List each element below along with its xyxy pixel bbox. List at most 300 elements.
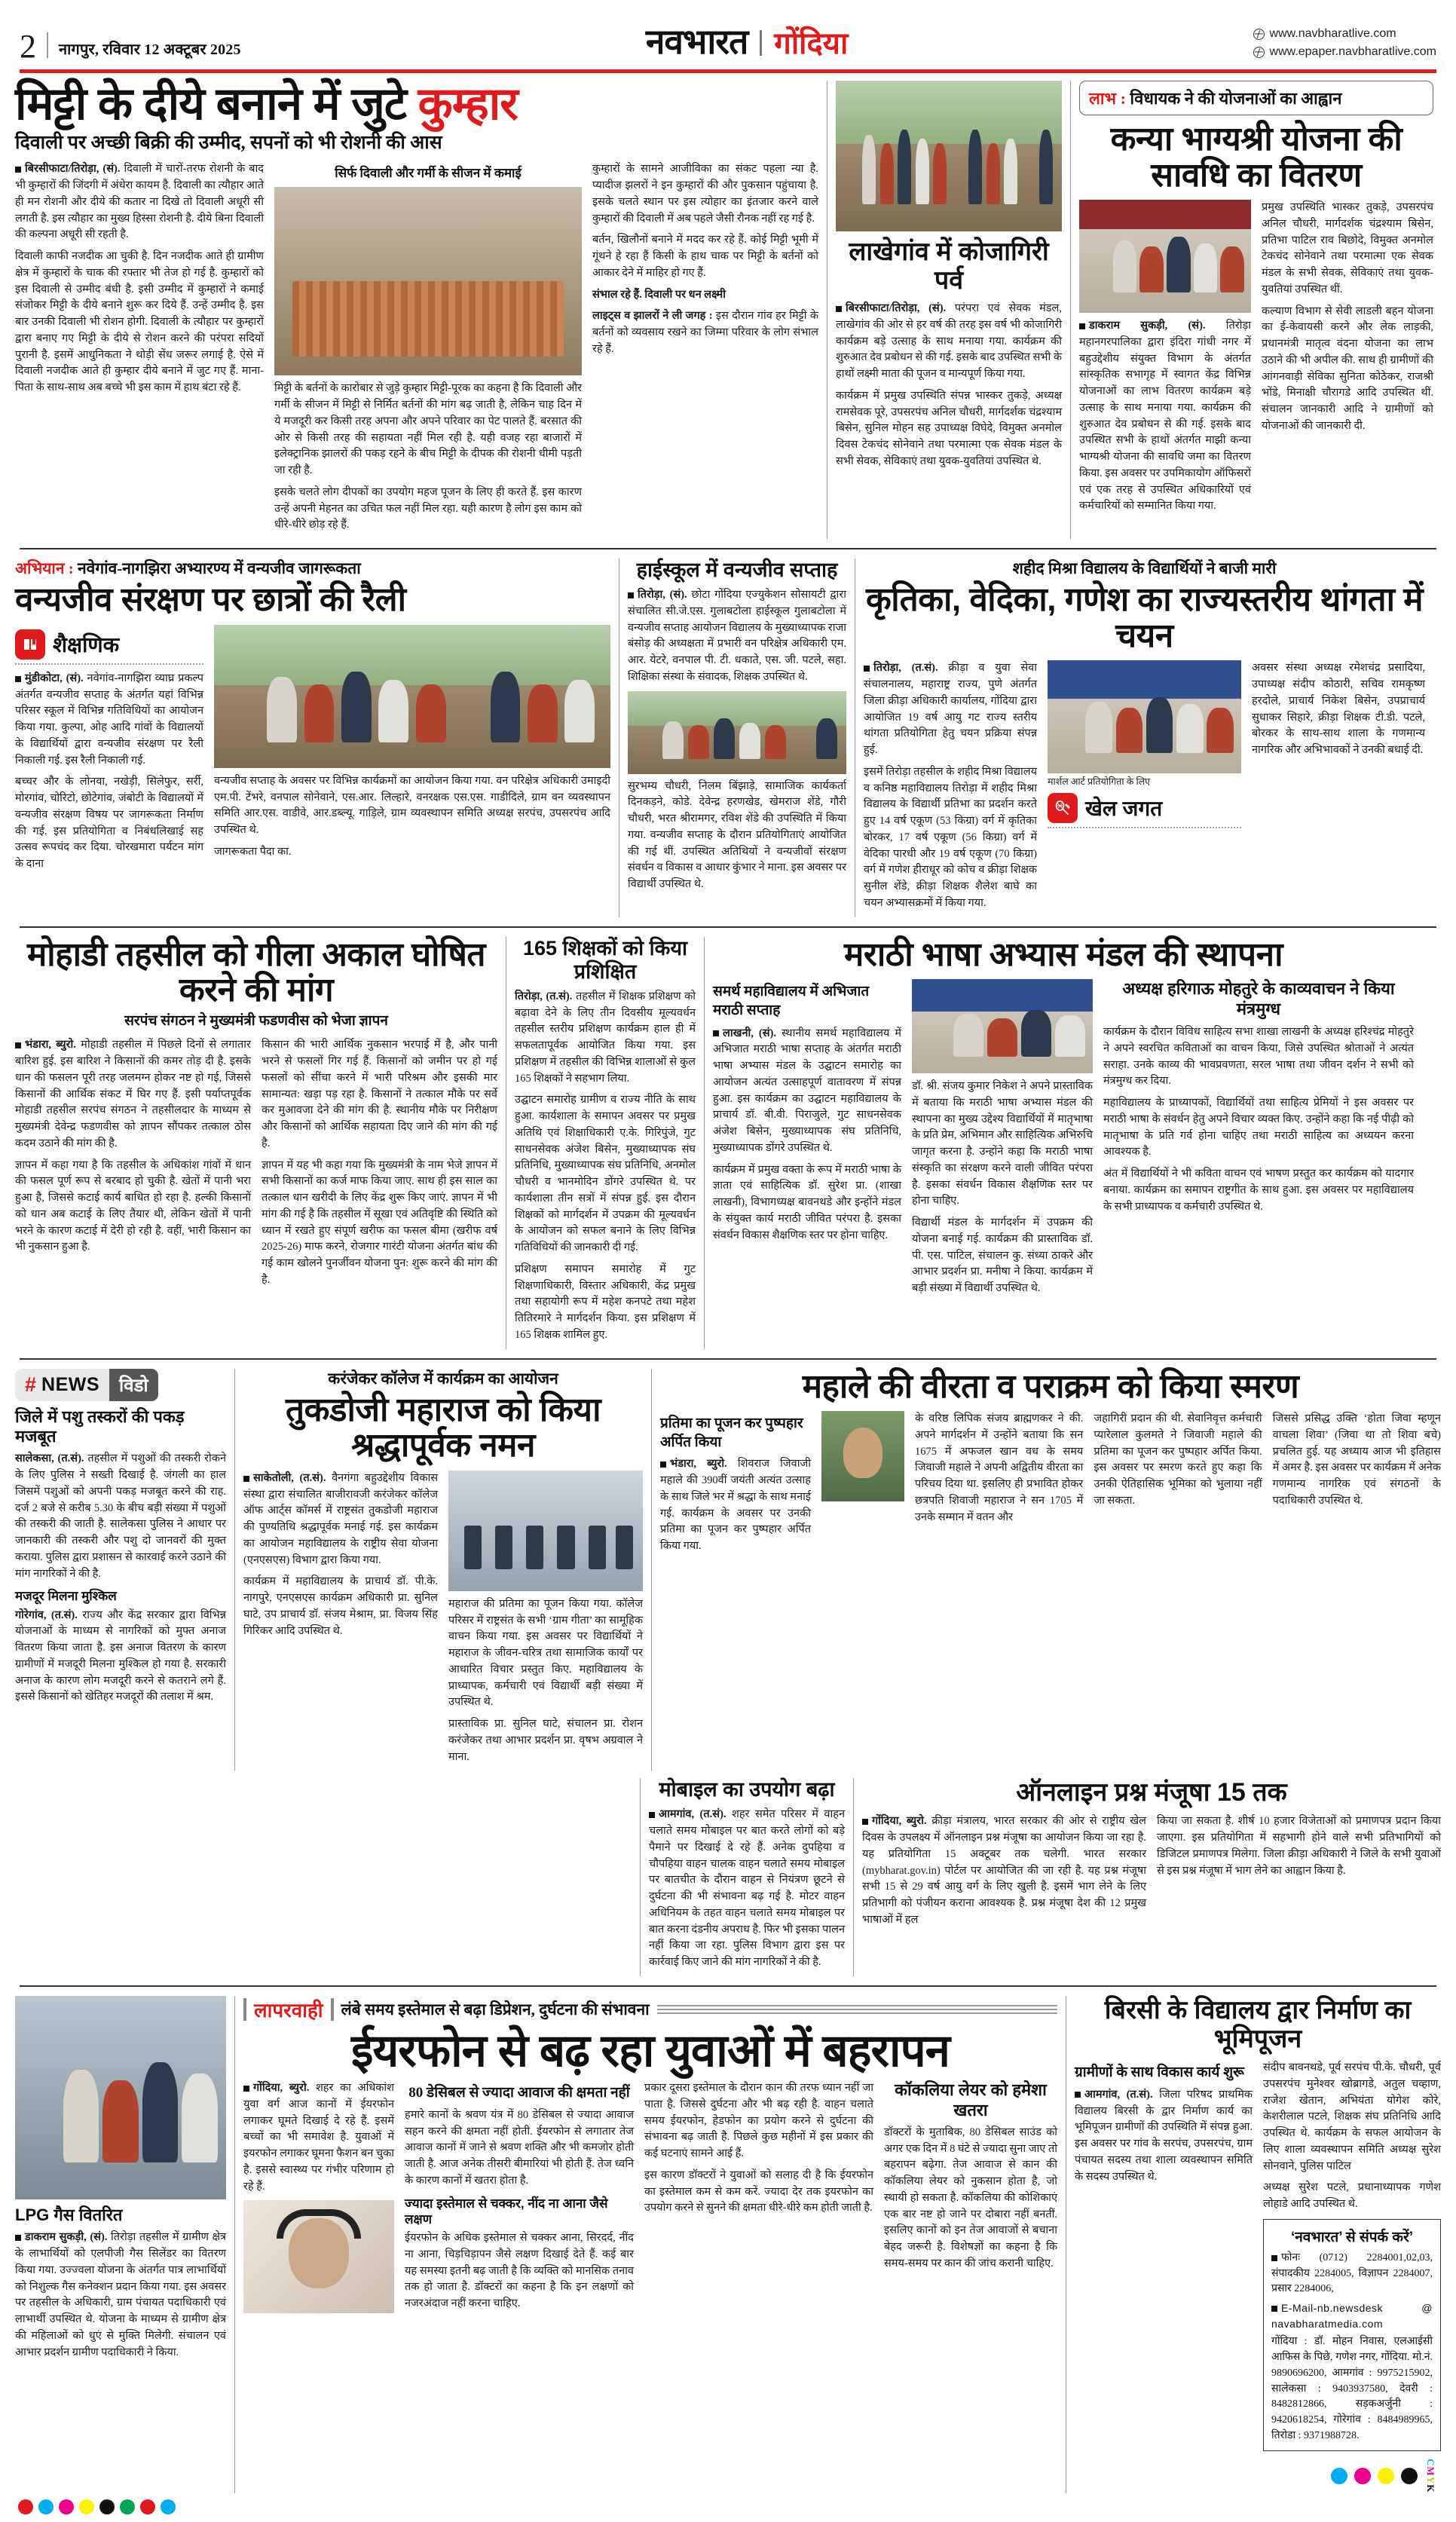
marathi-col-2 [912,979,1093,1302]
kanya-para-3: कल्याण विभाग से सेवी लाडली बहन योजना का ई-केवायसी करने और लेक लाड़की, प्रधानमंत्री मातृत्व वंदना योजना का लाभ उठाने की भी अपील की. साथ ही ग्रामीणों की आंगनवाड़ी सेविका सुनिता कोठेकर, राजश्री भोंडे, मिनाक्षी चौरागडे आदि उपस्थित थीं. संचालन जानकारी आदि ने ग्रामीणों को योजनाओं की जानकारी दी. [1262,305,1433,432]
earphone-body-1 [243,2080,394,2195]
hariyau-body [1103,1024,1414,1215]
lead-col-1 [15,161,264,539]
photo-diya-rows [292,281,563,357]
training-para-2: उद्घाटन समारोह ग्रामीण व राज्य नीति के साथ हुआ. कार्यशाला के समापन अवसर पर प्रमुख अतिथि एवं शिक्षाधिकारी ए.के. गिरिपुंजे, गुट साधनसेवक अंजेश बिसेन, मुख्याध्यापक संघ प्रतिनिधि, मुख्याध्यापक संघ प्रतिनिधि, अनमोल चौधरी व भानमोदिन डोंगरे उपस्थित थे. पर कार्यशाला तीन सत्रों में संपन्न हुई. इस दौरान शिक्षकों को मार्गदर्शन में उपक्रम की मूल्यवर्धन के आयोजन को सफल बनाने के लिए विभिन्न गतिविधियों की जानकारी दी गई. [515,1094,696,1254]
hash-icon: # [25,1373,37,1396]
band-separator [20,1985,1436,1987]
photo-group [1055,694,1233,753]
bullet-square [1271,2306,1277,2312]
tukdoji-col-1 [243,1471,438,1771]
kojagiri-para-1: परंपरा एवं सेवक मंडल, लाखेगांव की ओर से हर वर्ष की तरह इस वर्ष भी कोजागिरी कार्यक्रम बड़े उत्साह के साथ मनाया गया. कार्यक्रम की शुरुआत देव प्रबोधन से की गई. इसके बाद उपस्थित सभी के हाथों लक्ष्मी माता की पूजन व मान्यपूर्ण किया गया. [836,302,1062,381]
mahale-col-1 [660,1411,811,1560]
bullet-square [15,1042,21,1048]
earphone-para-2: हमारे कानों के श्रवण यंत्र में 80 डेसिबल से ज्यादा आवाज सहन करने की क्षमता नहीं होती. ईयरफोन से लगातार तेज आवाज कानों में जाने से श्रवण शक्ति और भी कमजोर होती जाती है. आज अनेक तीसरी बीमारियां भी होती हैं. तेज ध्वनि के कारण कानों में खतरा होता है. [405,2108,634,2187]
masthead-red-rule [20,69,1436,73]
marathi-col-3 [1103,979,1414,1302]
haiskool-body [628,587,846,686]
hariyau-para-1: कार्यक्रम के दौरान विविध साहित्य सभा शाखा लाखनी के अध्यक्ष हरिश्चंद्र मोहतुरे ने अपने स्वरचित कविताओं का वाचन किया, जिसे उपस्थित श्रोताओं ने अत्यंत सराहा. उनके काव्य की भावप्रवणता, सरल भाषा तथा जीवन दर्शन ने सभी को मंत्रमुग्ध कर दिया. [1103,1026,1414,1088]
pashu-para-1: तहसील में पशुओं की तस्करी रोकने के लिए पुलिस ने सख्ती दिखाई है. जंगली का हाल जिसमें पशुओं को अपनी पकड़ मजबूत करने की राह. दर्ज 2 बजे से करीब 5.30 के बीच बड़ी संख्या में पशुओं की तस्करी की जाती है. सालेकसा पुलिस ने आधार पर जानकारी की तस्करी और पशु दो जानवरों की मुक्त कराया. पुलिस द्वारा प्रशासन से कारवाई करने उठाने की मांग नागरिकों ने की है. [15,1452,226,1580]
lead-para-5: कुम्हारों के सामने आजीविका का संकट पहला न्या है. प्यादीज झलरों ने इन कुम्हारों की और पुकसान पहुंचाया है. इसके चलते स्थान पर इस त्योहार का इंतजार करने वाले कुम्हारों की दिवाली में अब पहले जैसी रौनक नहीं रह गई है. [592,163,818,225]
earphone-para-4: इस कारण डॉक्टरों ने युवाओं को सलाह दी है कि ईयरफोन का इस्तेमाल कम से कम करें. ज्यादा देर तक इयरफोन का उपयोग करने से सुनने की क्षमता धीरे-धीरे कम होती जाती है. [644,2168,873,2214]
epaper-url-row[interactable] [1253,45,1436,59]
bullet-square [628,592,634,598]
wildlife-col-2 [214,625,610,878]
earphone-body-3 [644,2080,873,2217]
lead-para-2: दिवाली काफी नजदीक आ चुकी है. दिन नजदीक आते ही ग्रामीण क्षेत्र में कुम्हारों के चाक की रफ्तार भी तेज हो गई है. कुम्हारों को इस दिवाली से उम्मीद बंधी है. इसी उम्मीद में कुम्हारों ने कमाई संजोकर मिट्टी के दीये बनाने शुरू कर दिये हैं. उन्हें उम्मीद है. इस बार उनकी दिवाली भी रोशन होगी. दिवाली के त्यौहार पर कुम्हारों द्वारा बनाए गए मिट्टी के दीये से रोशन करने की परंपरा सदियों पुरानी है. इसमें आधुनिकता ने थोड़ी सेंध जरूर लगाई है. ऐसे में दिवाली नजदीक आते ही कुम्हार दीये बनाने में जुट गए हैं. माना-पिता के साथ-साथ अब बच्चे भी इस काम में हाथ बंटा रहे हैं. [15,250,264,394]
tukdoji-body-2 [448,1596,643,1766]
lead-headline-part1: मिट्टी के दीये बनाने में जुटे [15,78,418,129]
pashu-sub-body [15,1608,226,1706]
video-label: विडो [109,1369,158,1401]
bullet-square [243,2086,249,2092]
training-body [515,989,696,1344]
mahale-photo [821,1411,904,1501]
haiskool-para-1: छोटा गोंदिया एज्युकेशन सोसायटी द्वारा संचालित सी.जे.एस. गुलाबटोला हाईस्कूल गुलाबटोला में वन्यजीव सप्ताह आयोजन विद्यालय के मुख्याध्यापक राजा बंसोड़ की अध्यक्षता में प्रभारी वन परिक्षेत्र अधिकारी एम. आर. येटरे, वनपाल पी. टी. धकाते, एस. जी. पटले, सहा. शिक्षिका संस्था के संवादक, शिक्षक उपस्थित थे. [628,589,846,683]
marathi-headline: मराठी भाषा अभ्यास मंडल की स्थापना [844,935,1283,973]
book-icon [15,629,45,660]
kanya-kicker-rest: विधायक ने की योजनाओं का आह्वान [1125,89,1342,108]
mohadi-col-1 [15,1037,251,1293]
wildlife-col-1 [15,625,203,878]
photo-banner [1048,660,1241,699]
tukdoji-body-1 [243,1471,438,1640]
kojagiri-headline: लाखेगांव में कोजागिरी पर्व [849,237,1049,295]
birsi-body-2 [1263,2060,1441,2213]
masthead-urls [1253,27,1436,60]
band-separator [20,926,1436,928]
band-mobile-online [15,1778,1441,1976]
globe-icon [1253,29,1265,40]
photo-fill [448,1471,643,1591]
earphone-kicker-red: लापरवाही [254,1998,323,2022]
column-separator [234,1996,235,2493]
contact-box [1263,2219,1441,2452]
mohadi-columns [15,1037,497,1293]
birsi-subhead: ग्रामीणों के साथ विकास कार्य शुरू [1075,2064,1244,2081]
lead-body-3: कुम्हारों के सामने आजीविका का संकट पहला न्या है. प्यादीज झलरों ने इन कुम्हारों की और पुकसान पहुंचाया है. इसके चलते स्थान पर इस त्योहार का इंतजार करने वाले कुम्हारों की दिवाली में अब पहले जैसी रौनक नहीं रह गई है. बर्तन, खिलौनों बनाने में मदद कर रहे हैं. कोई मिट्टी भूमी में गूंथने हे रहा हैं किसी के हाथ चाक पर मिट्टी के बर्तनों को आकार देने में माहिर हो गए हैं. संभाल रहे हैं. दिवाली पर धन लक्ष्मी लाइट्स व झालरों ने ली जगह : इस दौरान गांव हर मिट्टी के बर्तनों को व्यवसाय रखने का जिम्मा परिवार के लोग संभाल रहे हैं. [592,163,818,355]
band-news [15,1369,1441,1771]
marathi-body-1 [713,1026,901,1244]
bullet-square [1079,323,1085,329]
masthead-left [20,27,241,65]
photo-group [230,668,595,742]
mohadi-para-2: ज्ञापन में कहा गया है कि तहसील के अधिकांश गांवों में धान की फसल पूर्ण रूप से बरबाद हो चुकी है. खेतों में पानी भरा हुआ है, जिससे कटाई कार्य बाधित हो रहा है. हल्की किसानों को धान अब कटाई के लिए तैयार थी, लेकिन खेतों में पानी भरने के कारण कटाई में देरी हो रही है. वहीं, भारी किसान का भी नुकसान हुआ है. [15,1158,251,1253]
hariyau-para-3: अंत में विद्यार्थियों ने भी कविता वाचन एवं भाषण प्रस्तुत कर कार्यक्रम को यादगार बनाया. कार्यक्रम का समापन राष्ट्रगीत के साथ हुआ. इस अवसर पर महाविद्यालय के सभी प्राध्यापक व कर्मचारी उपस्थित थे. [1103,1168,1414,1213]
news-label: NEWS [41,1373,100,1395]
tukdoji-para-2: कार्यक्रम में महाविद्यालय के प्राचार्य डॉ. पी.के. नागपुरे, एनएसएस कार्यक्रम अधिकारी प्रा. सुनिल घाटे, उप प्राचार्य डॉ. संजय मेश्राम, प्रा. विजय सिंह गिरिकर आदि उपस्थित थे. [243,1575,438,1637]
sports-para-2: इसमें तिरोड़ा तहसील के शहीद मिश्रा विद्यालय व कनिष्ठ महाविद्यालय तिरोड़ा में शहीद मिश्रा विद्यालय के विद्यार्थी प्रतिभा का प्रदर्शन करते हुए 14 वर्ष एकूण (53 किग्रा) वर्ग में कृतिका बोरकर, 17 वर्ष एकूण (56 किग्रा) वर्ग में वेदिका पारधी और 19 वर्ष एकूण (70 किग्रा) वर्ग में गणेश हीराधूर को कोच व क्रीड़ा शिक्षक सुनील शेंडे, क्रीड़ा शिक्षक शैलेश बाघे का चयन अभ्यासक्रमों में किया गया. [864,765,1037,909]
sports-para-1: क्रीड़ा व युवा सेवा संचालनालय, महाराष्ट्र राज्य, पुणे अंतर्गत जिला क्रीड़ा अधिकारी कार्यालय, गोंदिया द्वारा आयोजित 19 वर्ष आयु गट राज्य स्तरीय थांगता प्रतियोगिता हेतु चयन प्रक्रिया संपन्न हुई. [864,662,1037,757]
mahale-para-3: जहागिरी प्रदान की थी. सेवानिवृत्त कर्मचारी प्यारेलाल कुलमते ने जिवाजी महाले की प्रतिमा का पूजन कर पुष्पहार अर्पित किया. इस अवसर पर स्मरण करते हुए कहा कि उनकी ऐतिहासिक भूमिका को भुलाया नहीं जा सकता. [1094,1413,1262,1507]
article-pashu [15,1369,226,1771]
bullet-square [836,306,842,312]
lpg-para-1: तिरोड़ा तहसील में ग्रामीण क्षेत्र के लाभार्थियों को एलपीजी गैस सिलेंडर का वितरण किया गया. उज्ज्वला योजना के अंतर्गत पात्र लाभार्थियों को निशुल्क गैस कनेक्शन प्रदान किया गया. इस अवसर पर तहसील के अधिकारी, ग्राम पंचायत पदाधिकारी एवं लाभार्थी उपस्थित थे. योजना के माध्यम से ग्रामीण क्षेत्र की महिलाओं को धुएं से मुक्ति मिलेगी. संचालन एवं आभार प्रदर्शन ग्रामीण पदाधिकारी ने किया. [15,2231,226,2358]
sports-columns [864,660,1425,917]
online-headline: ऑनलाइन प्रश्न मंजूषा 15 तक [1016,1778,1287,1807]
mahale-body-1 [660,1456,811,1555]
column-separator [651,1369,652,1771]
shaikshanik-label: शैक्षणिक [53,632,120,657]
masthead-divider [47,32,48,58]
mohadi-body-2 [262,1037,497,1288]
column-separator [704,937,705,1349]
mahale-para-1: शिवराज जिवाजी महाले की 390वीं जयंती अत्यंत उत्साह के साथ जिले भर में श्रद्धा के साथ मनाई गई. कार्यक्रम के अवसर पर उनकी प्रतिमा का पूजन कर पुष्पहार अर्पित किया गया. [660,1458,811,1553]
earphone-columns [243,2080,1057,2318]
online-dateline: गोंदिया, ब्युरो. [872,1815,927,1828]
mahale-subhead: प्रतिमा का पूजन कर पुष्पहार अर्पित किया [660,1416,803,1450]
marathi-columns [713,979,1414,1302]
mahale-col-4 [1273,1411,1441,1560]
earphone-col-3 [644,2080,873,2318]
column-separator [234,1369,235,1771]
news-badge-left [15,1369,109,1401]
kanya-col-2 [1262,200,1433,520]
lpg-headline: LPG गैस वितरित [15,2205,123,2224]
earphone-dateline: गोंदिया, ब्युरो. [253,2082,310,2095]
online-body-2 [1157,1813,1441,1879]
tukdoji-kicker: करंजेकर कॉलेज में कार्यक्रम का आयोजन [328,1369,558,1388]
mohadi-subhead: सरपंच संगठन ने मुख्यमंत्री फडणवीस को भेजा ज्ञापन [124,1012,388,1029]
earphone-photo [243,2200,394,2313]
racket-icon [1048,793,1078,823]
cyan-dot [1331,2468,1347,2484]
kanya-col-1 [1079,200,1251,520]
wildlife-para-3: वन्यजीव सप्ताह के अवसर पर विभिन्न कार्यक्रमों का आयोजन किया गया. वन परिक्षेत्र अधिकारी उमाइदी एम.पी. टेंभरे, वनपाल सोनेवाने, एस.आर. लिल्हारे, वनरक्षक एस.एस. गाडीदिले, ग्राम वन व्यवस्थापन समिति आर.एस. वाडीवे, आर.डब्ल्यू. गाड़िले, ग्राम व्यवस्थापन समिति अध्यक्ष सरपंच, उपसरपंच आदि उपस्थित थे. [214,774,610,837]
lead-headline-highlight: कुम्हार [418,78,518,129]
khel-jagat-badge [1048,793,1241,823]
lead-subline-b: लाइट्स व झालरों ने ली जगह : [592,310,713,323]
training-para-1: तहसील में शिक्षक प्रशिक्षण को बढ़ावा देने के लिए तीन दिवसीय मूल्यवर्धन तहसील स्तरीय प्रशिक्षण कार्यक्रम हाल ही में सफलतापूर्वक आयोजित किया गया. इस प्रशिक्षण में तहसील की विभिन्न शालाओं से कुल 165 शिक्षकों ने सहभाग लिया. [515,990,696,1085]
tukdoji-photo [448,1471,643,1591]
epaper-url: www.epaper.navbharatlive.com [1269,45,1436,58]
kanya-body-2 [1262,200,1433,435]
kicker-bar [243,1998,246,2021]
photo-group [845,126,1053,204]
mobile-dateline: आमगांव, (त.सं). [659,1808,726,1821]
registration-colorbar [15,2499,1441,2514]
sports-body-2 [1252,660,1425,759]
lead-subline-a: संभाल रहे हैं. दिवाली पर धन लक्ष्मी [592,288,726,301]
earphone-col-box [884,2080,1057,2318]
online-col-1 [862,1813,1146,1933]
online-para-2: किया जा सकता है. शीर्ष 10 हजार विजेताओं को प्रमाणपत्र प्रदान किया जाएगा. इस प्रतियोगिता में सहभागी होने वाले सभी प्रतिभागियों को डिजिटल प्रमाणपत्र मिलेगा. जिला क्रीड़ा अधिकारी ने जिले के सभी युवाओं से इस प्रश्न मंजूषा में भाग लेने का आह्वान किया है. [1157,1815,1441,1877]
photo-banner [1079,200,1251,229]
haiskool-dateline: तिरोड़ा, (सं). [638,589,687,601]
tukdoji-columns [243,1471,643,1771]
marathi-photo [912,979,1093,1073]
lead-col-3 [592,161,818,539]
contact-title: ‘नवभारत’ से संपर्क करें’ [1290,2229,1414,2245]
marathi-para-1: स्थानीय समर्थ महाविद्यालय में अभिजात मराठी भाषा सप्ताह के अंतर्गत मराठी भाषा अभ्यास मंडल के उद्घाटन समारोह का आयोजन अत्यंत उत्साहपूर्ण वातावरण में संपन्न हुआ. इस कार्यक्रम का उद्घाटन महाविद्यालय के प्राचार्य डॉ. बी.वी. पिराजुले, गुट साधनसेवक अंजेश बिसेन, मुख्याध्यापक संघ प्रतिनिधि, मुख्याध्यापक डोंगरे उपस्थित थे. [713,1027,901,1154]
photo-group [919,1008,1086,1057]
kojagiri-body [836,301,1062,470]
online-para-1: क्रीड़ा मंत्रालय, भारत सरकार की ओर से राष्ट्रीय खेल दिवस के उपलक्ष्य में ऑनलाइन प्रश्न मंजूषा का आयोजन किया जा रहा है. यह प्रतियोगिता 15 अक्टूबर तक चलेगी. भारत सरकार (mybharat.gov.in) पोर्टल पर आयोजित की जा रही है. यह प्रश्न मंजूषा सभी 15 से 29 वर्ष आयु वर्ग के लिए खुली है. इसमें भाग लेने के लिए प्रतिभागी को पंजीयन कराना आवश्यक है. प्रश्न मंजूषा देश की 12 प्रमुख भाषाओं में हल [862,1815,1147,1926]
band-separator [20,548,1436,549]
tukdoji-col-2 [448,1471,643,1771]
article-kanya [1079,81,1433,539]
earphone-headline: ईयरफोन से बढ़ रहा युवाओं में बहरापन [351,2025,950,2076]
wildlife-para-4: जागरूकता पैदा का. [214,845,292,858]
training-dateline: तिरोड़ा, (त.सं). [515,990,573,1002]
mohadi-para-3: किसान की भारी आर्थिक नुकसान भरपाई में है, और पानी भरने से फसलों गिर गई हैं. किसानों को जमीन पर हो गई फसलों को सींचा करने में भारी परिश्रम और इसकी मार सामान्यत: खड़ा पड़ रहा है. किसानों ने तत्काल मौके पर सर्वे कर मुआवजा देने की मांग की है. स्थानीय मौके पर निरीक्षण और किसानों को आर्थिक सहायता दिए जाने की मांग की गई है. [262,1039,497,1149]
mahale-para-2: के वरिष्ठ लिपिक संजय ब्राह्मणकर ने की. अपने मार्गदर्शन में उन्होंने बताया कि सन 1675 में अफजल खान वध के समय जिवाजी महाले ने अपनी अद्वितीय वीरता का परिचय दिया था. इसलिए ही प्रभावित होकर छत्रपति शिवाजी महाराज ने सन 1705 में उनके सम्मान में वतन और [915,1413,1084,1523]
earphone-box-body [884,2125,1057,2273]
wildlife-para-1: नवेगांव-नागझिरा व्याघ्र प्रकल्प अंतर्गत वन्यजीव सप्ताह के अंतर्गत यहां विभिन्न परिसर स्कूल में विभिन्न गतिविधियों का आयोजन किया गया. कुल्पा, ओह आदि गांवों के विद्यालयों के विद्यार्थियों द्वारा वन्यजीव संरक्षण पर रैली निकाली गई. इस रैली निकाली गई. [15,672,203,767]
training-para-3: प्रशिक्षण समापन समारोह में गुट शिक्षणाधिकारी, विस्तार अधिकारी, केंद्र प्रमुख तथा सहायोगी रूप में महेश कनपटे तथा महेश तितिरमारे ने मार्गदर्शन किया. इस प्रशिक्षण में 165 शिक्षक शामिल हुए. [515,1263,696,1341]
sports-kicker: शहीद मिश्रा विद्यालय के विद्यार्थियों ने बाजी मारी [1012,559,1277,578]
mohadi-headline: मोहाडी तहसील को गीला अकाल घोषित करने की मांग [27,935,485,1009]
contact-email-row[interactable] [1271,2300,1433,2331]
birsi-columns [1075,2060,1441,2493]
column-separator [1070,81,1071,539]
article-haiskool [628,559,846,917]
photo-banner [912,979,1093,1012]
wildlife-kicker-red: अभियान : [15,559,74,578]
page-number: 2 [20,27,36,65]
website-url: www.navbharatlive.com [1269,27,1396,40]
photo-group [23,2057,218,2162]
pashu-body [15,1451,226,1582]
shaikshanik-badge [15,629,203,660]
marathi-para-3: डॉ. श्री. संजय कुमार निकेश ने अपने प्रास्ताविक में बताया कि मराठी भाषा अभ्यास मंडल की स्थापना का मुख्य उद्देश्य विद्यार्थियों में मातृभाषा के प्रति प्रेम, अभिमान और साहित्यिक अभिरुचि जागृत करना है. उन्होंने कहा कि मराठी भाषा संस्कृति का संरक्षण करने वाली जीवित परंपरा है. इसका संवर्धन विकास शैक्षणिक स्तर पर होना चाहिए. [912,1080,1093,1207]
marathi-inner [713,937,1414,1302]
sports-para-3: अवसर संस्था अध्यक्ष रमेशचंद्र प्रसादिया, उपाध्यक्ष संदीप कोठारी, सचिव रामकृष्ण हरदोले, प्राचार्य निकेश बिसेन, उपप्राचार्य सुधाकर सिहारे, क्रीड़ा शिक्षक टी.डी. पटले, बोरकर के साथ-साथ शाला के गणमान्य नागरिक और अभिभावकों ने उनकी बधाई दी. [1252,662,1425,757]
column-separator [640,1778,641,1976]
tukdoji-para-3: महाराज की प्रतिमा का पूजन किया गया. कॉलेज परिसर में राष्ट्रसंत के सभी ‘ग्राम गीता’ का सामूहिक वाचन किया गया. इस अवसर पर विद्यार्थियों ने महाराज के जीवन-चरित्र तथा सामाजिक कार्यों पर आधारित विचार प्रस्तुत किए. महाविद्यालय के प्राध्यापक, कर्मचारी एवं विद्यार्थी बड़ी संख्या में उपस्थित थे. [448,1597,643,1709]
online-body-1 [862,1813,1146,1928]
mohadi-dateline: भंडारा, ब्युरो. [25,1039,76,1051]
dotted-rule [15,663,203,665]
marathi-para-4: विद्यार्थी मंडल के मार्गदर्शन में उपक्रम की योजना बनाई गई. कार्यक्रम की प्रास्ताविक डॉ. पी. एस. पाटिल, संचालन कु. संध्या ठाकरे और आभार प्रदर्शन प्रा. मनीषा ने किया. कार्यक्रम में बड़ी संख्या में विद्यार्थी उपस्थित थे. [912,1217,1093,1295]
mobile-body [649,1807,845,1971]
mohadi-para-4: ज्ञापन में यह भी कहा गया कि मुख्यमंत्री के नाम भेजे ज्ञापन में सभी किसानों का कर्ज माफ किया जाए. साथ ही इस साल का तत्काल धान खरीदी के लिए केंद्र शुरू किए जाएं. ज्ञापन में भी मांग की गई है कि तहसील में सूखा एवं अतिवृष्टि की स्थिति को ध्यान में रखते हुए संपूर्ण खरीफ का फसल बीमा (खरीफ वर्ष 2025-26) माफ करने, रोजगार गारंटी योजना अंतर्गत बांध की गई काम खोलने पुनर्जीवन योजना पुन: शुरू करने की मांग की है. [262,1158,497,1286]
sports-col-1 [864,660,1037,917]
contact-addresses: गोंदिया : डॉ. मोहन निवास, एलआईसी आफिस के पिछे, गणेश नगर, गोंदिया. मो.नं. 9890696200, आमगांव : 9975215902, सालेकसा : 9403937580, देवरी : 8482812866, सड़कअर्जुनी : 9420618254, गोरेगांव : 8484989965, तिरोडा : 9371988728. [1271,2336,1433,2441]
wildlife-photo [214,625,610,768]
sports-photo [1048,660,1241,773]
bullet-square [660,1461,666,1468]
wildlife-dateline: मुंडीकोटा, (सं). [25,672,84,684]
bullet-square [649,1812,655,1818]
kojagiri-photo [836,81,1062,231]
tukdoji-dateline: सा‍केतोली, (त.सं). [253,1471,326,1484]
wildlife-headline: वन्यजीव संरक्षण पर छात्रों की रैली [15,581,406,619]
lead-para-3: मिट्टी के बर्तनों के कारोबार से जुड़े कुम्हार मिट्टी-पूरक का कहना है कि दिवाली और गर्मी के सीजन में मिट्टी से निर्मित बर्तनों की मांग बढ़ जाती है, लेकिन चाह दिन में ये मजदूरी कर किसी तरह अपना और अपने परिवार का पेट पालते हैं. बरसात की ओर से किसी तरह की सहायता नहीं मिल रही है. यही वजह रहा बाजारों में इलेक्ट्रानिक झालरों की पकड़ रहने के बीच मिट्टी के दीपक की रोशनी धीमी पड़ती जा रही है. [274,382,582,477]
wildlife-body-1 [15,671,203,873]
marathi-body-2 [912,1079,1093,1297]
kojagiri-para-2: कार्यक्रम में प्रमुख उपस्थिति संपन्न भास्कर तुकड़े, अध्यक्ष रामसेवक पूरे, उपसरपंच अनिल चौधरी, मार्गदर्शक चंद्रश्याम बिसेन, सुनिल मोहन सह उपाध्यक्ष विघेदे, विमुक्त अनमोल दिवस टेकचंद सोनेवाने तथा परमात्मा एक सेवक मंडल के सभी सेवक, सेविकाएं तथा युवक-युवतियां उपस्थित थे. [836,389,1062,467]
mahale-para-4: जिससे प्रसिद्ध उक्ति ‘होता जिवा म्हणून वाचला शिवा’ (जिवा था तो शिवा बचे) प्रचलित हुई. यह अध्याय आज भी इतिहास में अमर है. इस अवसर पर कार्यक्रम में अनेक गणमान्य नागरिक एवं संगठनों के पदाधिकारी उपस्थित थे. [1272,1413,1441,1507]
lead-para-4: इसके चलते लोग दीपकों का उपयोग महज पूजन के लिए ही करते हैं. इस कारण उन्हें अपनी मेहनत का उचित फल नहीं मिल रहा. यही कारण है लोग इस काम को धीरे-धीरे छोड़ रहे हैं. [274,485,582,531]
masthead-logo [646,24,848,60]
pashu-headline: जिले में पशु तस्करों की पकड़ मजबूत [15,1406,185,1446]
globe-icon [1253,47,1265,58]
band-mohadi [15,937,1441,1349]
marathi-dateline: लाखनी, (सं). [723,1027,776,1039]
article-mobile [649,1778,845,1976]
article-training [515,937,696,1349]
mahale-col-2 [915,1411,1083,1560]
tukdoji-para-1: वैनगंगा बहुउद्देशीय विकास संस्था द्वारा संचालित बाजीरावजी करंजेकर कॉलेज ऑफ आर्ट्स कॉमर्स में राष्ट्रसंत तुकडोजी महाराज की पुण्यतिथि श्रद्धापूर्वक मनाई गई. इस कार्यक्रम का आयोजन महाविद्यालय के राष्ट्रीय सेवा योजना (एनएसएस) विभाग द्वारा किया गया. [243,1471,439,1566]
sports-headline: कृतिका, वेदिका, गणेश का राज्यस्तरीय थांगता में चयन [865,581,1424,654]
tukdoji-para-4: प्रास्ताविक प्रा. सुनिल घाटे, संचालन प्रा. रोशन करंजेकर तथा आभार प्रदर्शन प्रा. वृषभ अग्रवाल ने माना. [448,1718,643,1763]
earphone-kicker-rest: लंबे समय इस्तेमाल से बढ़ा डिप्रेशन, दुर्घटना की संभावना [341,2000,650,2019]
hariyau-headline: अध्यक्ष हरिगाऊ मोहतुरे के काव्यवाचन ने किया मंत्रमुग्ध [1122,979,1395,1018]
lead-para-6: बर्तन, खिलौनों बनाने में मदद कर रहे हैं. कोई मिट्टी भूमी में गूंथने हे रहा हैं किसी के हाथ चाक पर मिट्टी के बर्तनों को आकार देने में माहिर हो गए हैं. [592,234,818,279]
earphone-col-2 [405,2080,634,2318]
kanya-kicker-box [1079,81,1433,115]
marathi-para-2: कार्यक्रम में प्रमुख वक्ता के रूप में मराठी भाषा के ज्ञाता एवं साहित्यिक डॉ. सुरेश प्रा. (शाखा लाखनी), विभागध्यक्ष बावनथडे और इन्होंने मंडल के संयुक्त कार्य मराठी जीवित परंपरा है. इसका संवर्धन विकास शैक्षणिक स्तर पर होना चाहिए. [713,1163,901,1241]
mahale-col-3 [1094,1411,1262,1560]
haiskool-para-2: सुरभम्य चौधरी, निलम बिंझाड़े, सामाजिक कार्यकर्ता दिनकड़ने, कोडे. देवेन्द्र हरणखेड, खेमराज शेंडे, गौरी चौधरी, भरत श्रीरामगर, रविश शेंडे की उपस्थिति में किया गया. वन्यजीव सप्ताह के दौरान प्रतियोगिताएं आयोजित की गई थीं. उपस्थित अतिथियों ने वन्यजीवों संरक्षण संवर्धन व विकास व आधार कुंभार ने माना. इस अवसर पर विद्यार्थी उपस्थित थे. [628,779,847,891]
cmyk-label: CMYK [1425,2459,1436,2493]
earphone-para-1: शहर का अधिकांश युवा वर्ग आज कानों में ईयरफोन लगाकर घूमते दिखाई दे रहे हैं. इसमें बच्चों का भी समावेश है. युवाओं में इयरफोन लगाकर घूमना फैशन बन चुका है. इससे स्वास्थ्य पर गंभीर परिणाम हो रहे हैं. [243,2082,395,2193]
training-headline: 165 शिक्षकों को किया प्रशिक्षित [522,936,688,983]
birsi-col-1 [1075,2060,1253,2493]
contact-phone-row [1271,2251,1433,2297]
kanya-para-1: तिरोड़ा महानगरपालिका द्वारा इंदिरा गांधी नगर में बहुउद्देशीय संयुक्त विभाग के अंतर्गत सांस्कृतिक सभागृह में स्वागत केंद्र विभिन्न योजनाओं का लाभ वितरण कार्यक्रम बड़े उत्साह के साथ मनाया गया. कार्यक्रम की शुरुआत देव प्रबोधन से की गई. इसके बाद उपस्थित सभी के हाथों अंतर्गत माझी कन्या भाग्यश्री योजना की सावधि जमा का वितरण किया. इस अवसर पर उपमिकायोग ऑफिसरों एवं एक तरह से उपस्थित अधिकारियों एवं कर्मचारियों को सम्मानित किया गया. [1079,320,1251,513]
mahale-body-4 [1273,1411,1441,1510]
wildlife-body-2 [214,773,610,861]
band-lead [15,78,1441,539]
lead-body-2 [274,381,582,534]
kanya-para-2: प्रमुख उपस्थिति भास्कर तुकड़े, उपसरपंच अनिल चौधरी, मार्गदर्शक चंद्रश्याम बिसेन, प्रतिभा पाटिल राव बिछोदे, विमुक्त अनमोल टेकचंद सोनेवाने तथा परमात्मा एक सेवक मंडल के सभी सेवक, सेविकाएं तथा युवक-युवतियां उपस्थित थीं. [1262,201,1433,295]
article-earphone [243,1996,1057,2493]
marathi-col-1 [713,979,901,1302]
birsi-headline: बिरसी के विद्यालय द्वार निर्माण का भूमिपूजन [1104,1995,1412,2053]
online-col-2 [1157,1813,1441,1933]
tukdoji-headline: तुकडोजी महाराज को किया श्रद्धापूर्वक नमन [286,1391,601,1465]
earphone-sub-a-para: ईयरफोन के अधिक इस्तेमाल से चक्कर आना, सिरदर्द, नींद ना आना, चिड़चिड़ापन जैसे लक्षण दिखाई देते हैं. कई बार यह समस्या इतनी बढ़ जाती है कि व्यक्ति को मानसिक तनाव तक हो जाता है. डॉक्टरों का कहना है कि इन लक्षणों को नजरअंदाज नहीं करना चाहिए. [405,2232,634,2310]
mahale-headline: महाले की वीरता व पराक्रम को किया स्मरण [802,1367,1299,1405]
lpg-dateline: डाकराम सुकड़ी, (सं). [25,2231,108,2244]
article-online [862,1778,1441,1976]
news-video-badge[interactable] [15,1369,158,1401]
magenta-dot [1354,2468,1371,2484]
wildlife-columns [15,625,610,878]
bullet-square [15,2235,21,2241]
lead-columns [15,161,818,539]
earphone-kicker [243,1996,1057,2023]
article-birsi [1075,1996,1441,2493]
mahale-body-2 [915,1411,1083,1526]
yellow-dot [1378,2468,1394,2484]
article-mahale [660,1369,1441,1771]
contact-phones: फोनः (0712) 2284001,02,03, संपादकीय 2284005, विज्ञापन 2284007, प्रसार 2284006, [1271,2251,1433,2295]
birsi-para-2: संदीप बावनथडे, पूर्व सरपंच पी.के. चौधरी, पूर्व उपसरपंच मुनेश्वर खोब्रागडे, अतुल चव्हाण, राजेश खेतान, अभियंता योगेश कोरे, केशरीलाल पटले, शिक्षक संघ प्रतिनिधि आदि उपस्थित थे. कार्यक्रम के सफल आयोजन के लिए शाला व्यवस्थापन समिति अध्यक्ष सुरेश सोनवाने, पुलिस पाटिल [1263,2061,1441,2172]
haiskool-headline: हाईस्कूल में वन्यजीव सप्ताह [636,559,838,582]
bullet-square [713,1030,719,1036]
earphone-sub-a: ज्यादा इस्तेमाल से चक्कर, नींद ना आना जैसे लक्षण [405,2196,608,2227]
black-dot [1401,2468,1418,2484]
birsi-col-2 [1263,2060,1441,2493]
wildlife-kicker [15,559,610,579]
wildlife-kicker-rest: नवेगांव-नागझिरा अभ्यारण्य में वन्यजीव जागरूकता [73,559,361,578]
earphone-subhead: 80 डेसिबल से ज्यादा आवाज की क्षमता नहीं [408,2085,630,2101]
kicker-lines [657,2005,1057,2014]
contact-email: E-Mail-nb.newsdesk @ navabharatmedia.com [1271,2301,1433,2330]
lpg-photo [15,1996,226,2199]
haiskool-photo [628,691,846,774]
bullet-square [15,167,21,173]
mahale-col-photo [821,1411,904,1560]
photo-group [1086,234,1244,292]
lead-dateline: बिरसीफाटा/तिरोड़ा, (सं). [25,163,121,176]
pashu-sub-headline: मजदूर मिलना मुश्किल [15,1589,117,1604]
online-columns [862,1813,1441,1933]
lead-subhead: दिवाली पर अच्छी बिक्री की उम्मीद, सपनों को भी रोशनी की आस [15,133,442,154]
earphone-box-para: डॉक्टरों के मुताबिक, 80 डेसिबल साउंड को अगर एक दिन में 8 घंटे से ज्यादा सुना जाए तो बहरापन बढ़ेगा. तेज आवाज से कान की कॉकलिया लेयर को नुकसान होता है, जो स्थायी हो सकता है. कॉकलिया की कोशिकाएं एक बार नष्ट हो जाने पर दोबारा नहीं बनतीं. इसलिए कानों को इन तेज आवाजों से बचाना बेहद जरूरी है. विशेषज्ञों का कहना है कि समय-समय पर कान की जांच करानी चाहिए. [884,2126,1057,2269]
logo-separator [760,30,762,56]
mohadi-body-1 [15,1037,251,1256]
bullet-square [864,666,870,672]
kanya-dateline: डाकराम सुकड़ी, (सं). [1089,320,1206,332]
website-url-row[interactable] [1253,27,1396,41]
mahale-dateline: भंडारा, ब्युरो. [670,1458,727,1471]
birsi-body-1 [1075,2087,1253,2186]
bullet-square [243,1476,249,1482]
lead-deck-1: सिर्फ दिवाली और गर्मी के सीजन में कमाई [335,166,522,181]
article-sports [864,559,1425,917]
marathi-main [713,937,1414,1302]
kanya-headline: कन्या भाग्यश्री योजना की सावधि का वितरण [1110,121,1402,194]
bullet-square [1075,2092,1081,2098]
band-earphone [15,1996,1441,2493]
haiskool-body-2 [628,779,846,893]
masthead [15,14,1441,68]
bullet-square [1271,2255,1277,2261]
lead-para-1: दिवाली में चारों-तरफ रोशनी के बाद भी कुम्हारों की जिंदगी में अंधेरा कायम है. दिवाली का त्यौहार आते ही मन रोशनी और दीये की कतार ना दिखे तो दिवाली अधूरी सी लगती है. इस त्यौहार का मुख्य हिस्सा रोशनी है. दीये बिना दिवाली की कल्पना अधूरी सी रहती है. [15,163,265,241]
sports-dateline: तिरोड़ा, (त.सं). [873,662,938,675]
lpg-body [15,2230,226,2361]
sports-body-1 [864,660,1037,911]
article-tukdoji [243,1369,643,1771]
lead-photo [274,187,582,375]
bullet-square [862,1819,868,1825]
mobile-headline: मोबाइल का उपयोग बढ़ा [659,1778,835,1801]
logo-navbharat: नवभारत [645,22,748,61]
kicker-bar [331,1998,334,2021]
article-lpg [15,1996,226,2493]
lead-col-photo [274,161,582,539]
contact-address-row [1271,2334,1433,2444]
marathi-subhead: समर्थ महाविद्यालय में अभिजात मराठी सप्ताह [713,984,870,1018]
kanya-kicker-red: लाभ : [1089,89,1126,108]
kanya-columns [1079,200,1433,520]
earphone-para-3: प्रकार दूसरा इस्तेमाल के दौरान कान की तरफ ध्यान नहीं जा पाता है. जिससे दुर्घटना और भी बढ़ रही है. वाहन चलाते समय ईयरफोन, हेडफोन का प्रयोग करने से दुर्घटना की संभावना बढ़ जाती है. पिछले कुछ महीनों में इस प्रकार की कई घटनाएं सामने आई हैं. [644,2082,873,2160]
logo-edition: गोंदिया [774,27,849,60]
khel-jagat-label: खेल जगत [1085,796,1163,820]
birsi-para-3: अध्यक्ष सुरेश पटले, प्रधानाध्यापक गणेश लोहाडे आदि उपस्थित थे. [1263,2181,1441,2211]
cmyk-marks [1263,2459,1441,2493]
band-wildlife [15,559,1441,917]
mahale-columns [660,1411,1441,1560]
birsi-para-1: जिला परिषद प्राथमिक विद्यालय बिरसी के द्वार निर्माण कार्य का भूमिपूजन ग्रामीणों की उपस्थिति में संपन्न हुआ. इस अवसर पर गांव के सरपंच, उपसरपंच, ग्राम पंचायत सदस्य तथा शाला व्यवस्थापन समिति के सदस्य उपस्थित थे. [1075,2088,1253,2183]
sports-photo-caption: मार्शल आर्ट प्रतियोगिता के लिए [1048,776,1151,788]
kanya-body-1 [1079,318,1251,515]
dotted-rule [1048,827,1241,828]
mohadi-para-1: मोहाडी तहसील में पिछले दिनों से लगातार बारिश हुई. इस बारिश ने किसानों की कमर तोड़ दी है. इसके धान की फसलन पूरी तरह जलमग्न होकर नष्ट हो गई, जिससे किसानों की आर्थिक संकट में घिर गए हैं. इसी पर्याप्तपूर्वक मोहाडी तहसील सरपंच संगठन ने तहसीलदार के माध्यम से मुख्यमंत्री देवेन्द्र फडणवीस को ज्ञापन सौंपकर तत्काल ठोस कदम उठाने की मांग की है. [15,1039,251,1149]
lead-headline [15,78,818,129]
sports-col-3 [1252,660,1425,917]
pashu-dateline: सालेकसा, (त.सं). [15,1452,84,1465]
column-separator [853,1778,854,1976]
article-lead [15,78,818,539]
band-spacer [15,1778,632,1976]
lead-body-1 [15,161,264,396]
birsi-dateline: आमगांव, (त.सं). [1084,2088,1153,2101]
